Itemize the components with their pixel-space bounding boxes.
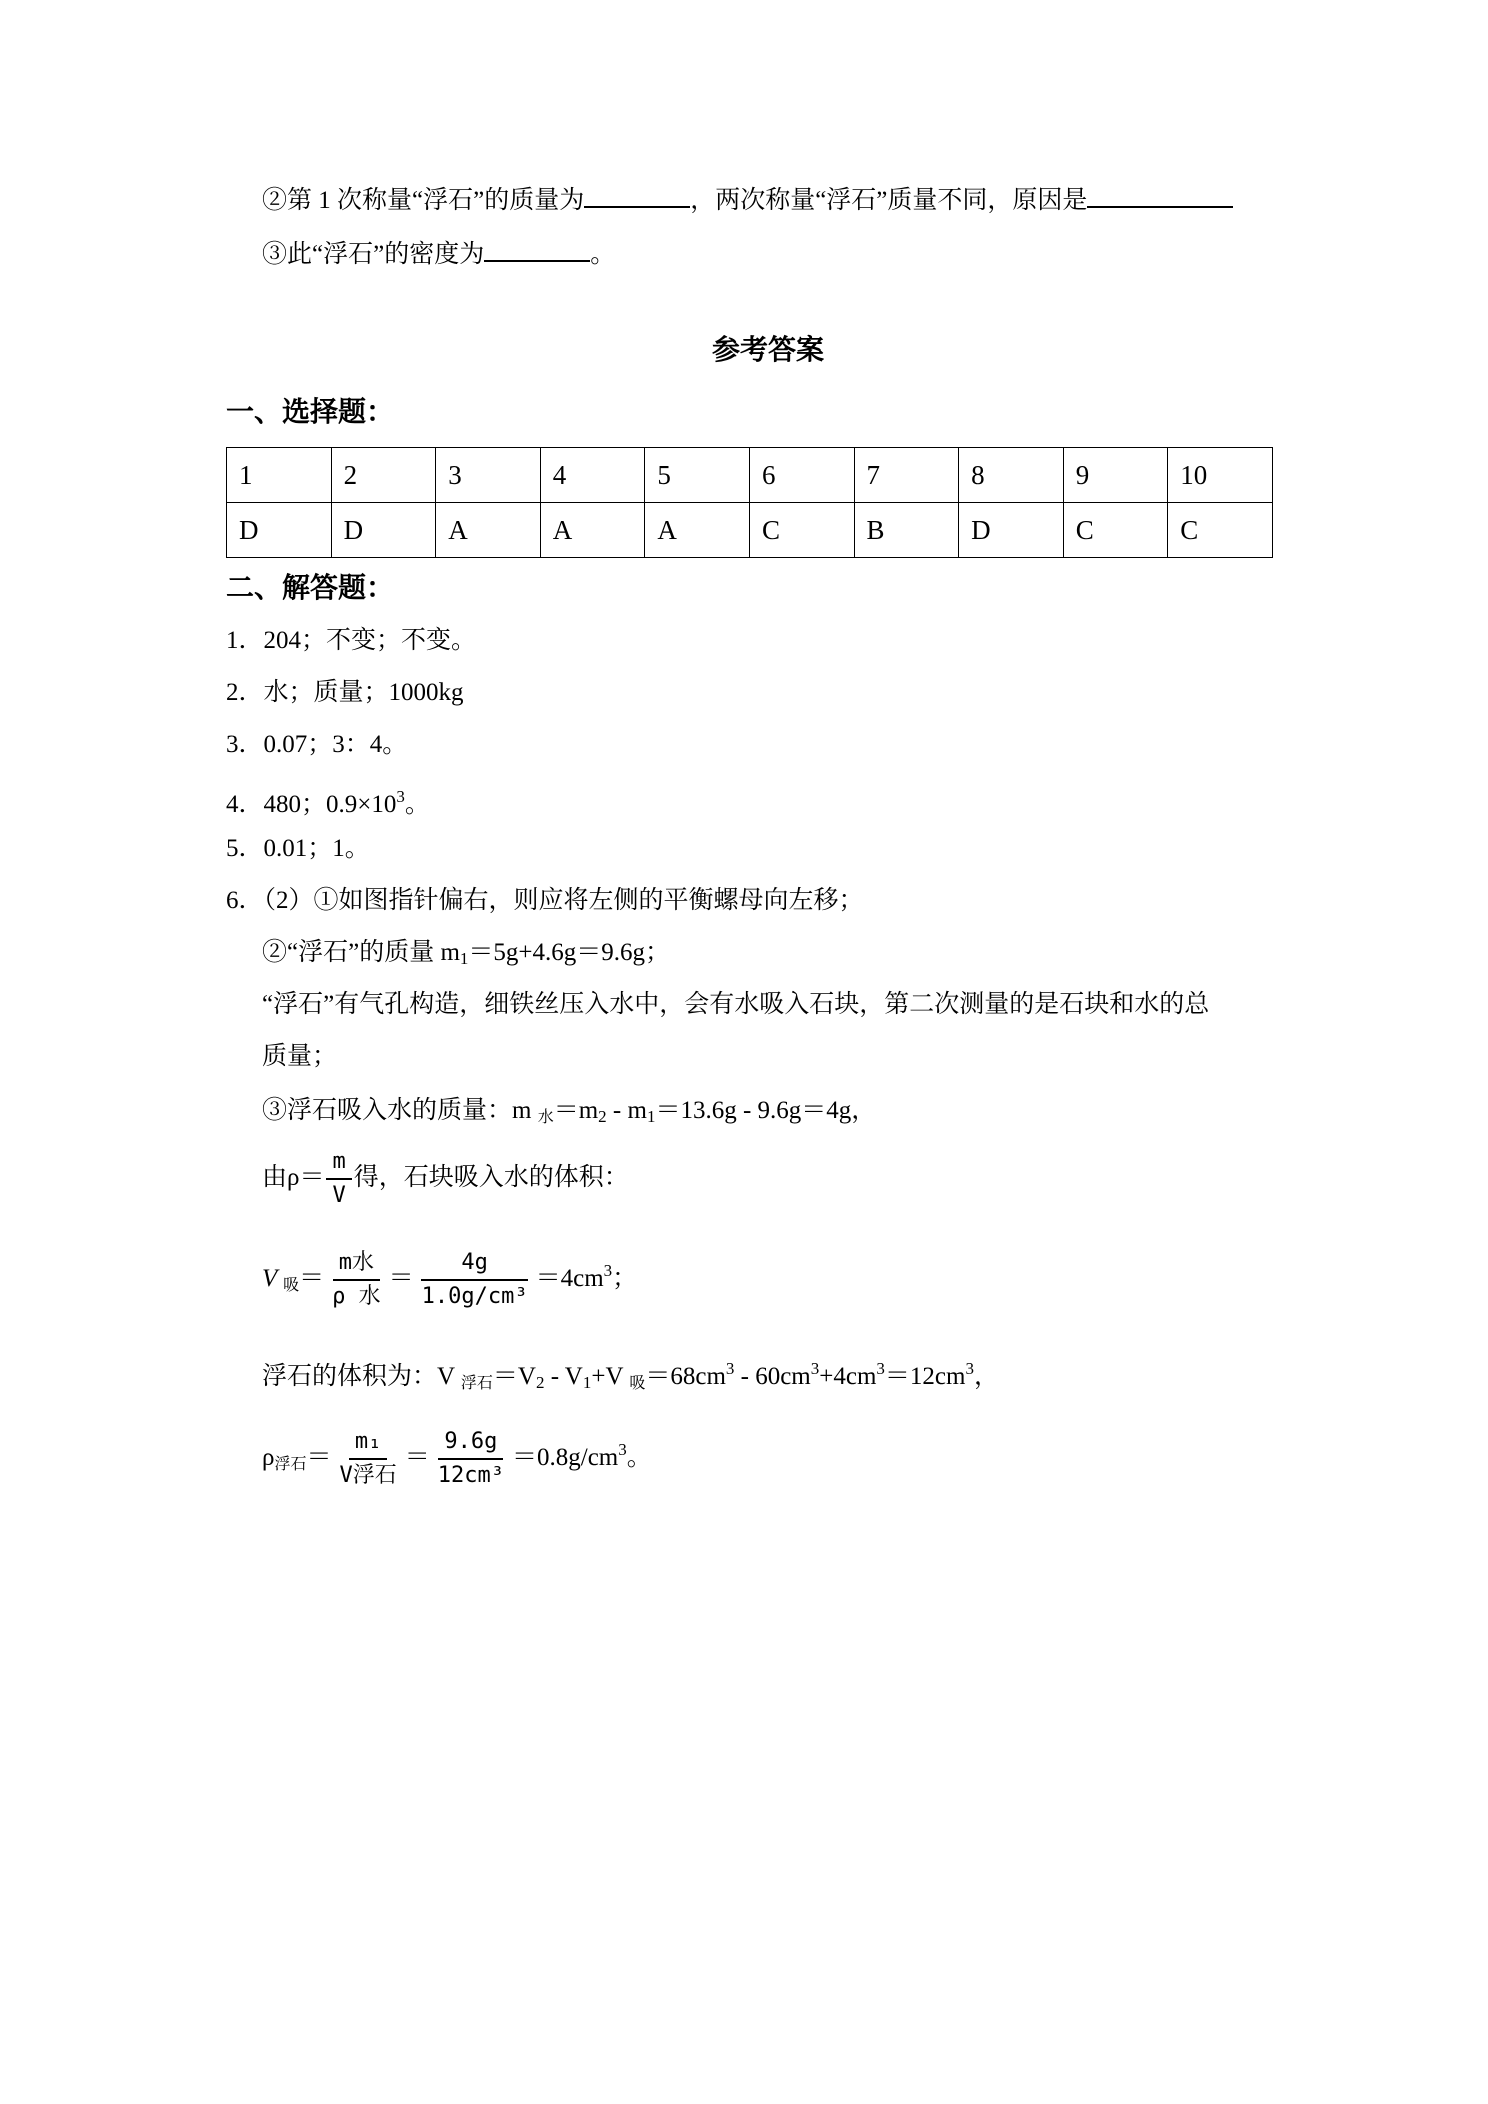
fraction-density-values xyxy=(432,1428,510,1490)
density-formula xyxy=(326,1148,351,1210)
table-cell: D xyxy=(227,503,332,558)
table-cell: A xyxy=(540,503,645,558)
page-title: 参考答案 xyxy=(711,335,824,366)
subscript: 吸 xyxy=(629,1375,646,1392)
subscript: 1 xyxy=(646,1107,656,1126)
text: ； xyxy=(612,1265,638,1292)
text: ＝12cm xyxy=(884,1363,966,1390)
superscript: 3 xyxy=(618,1440,627,1459)
table-cell: A xyxy=(436,503,541,558)
text: 由ρ＝ xyxy=(262,1164,325,1191)
answer-item-6-line-6 xyxy=(262,1148,629,1210)
table-row xyxy=(227,448,1273,503)
denominator: V浮石 xyxy=(339,1463,397,1489)
text: +4cm xyxy=(819,1363,877,1390)
numerator: m₁ xyxy=(349,1428,388,1460)
text: ＝4cm xyxy=(535,1265,604,1292)
subscript: 浮石 xyxy=(460,1375,493,1392)
denominator: V xyxy=(332,1183,346,1209)
subscript: 水 xyxy=(537,1109,554,1126)
superscript: 3 xyxy=(965,1359,974,1378)
denominator: ρ 水 xyxy=(332,1284,381,1310)
table-cell: 9 xyxy=(1063,448,1168,503)
answer-item-2: 2．水；质量；1000kg xyxy=(226,679,464,706)
q3-text-a: ③此“浮石”的密度为 xyxy=(262,241,485,268)
table-cell: 10 xyxy=(1168,448,1273,503)
table-cell: C xyxy=(1063,503,1168,558)
q3-text-b: 。 xyxy=(590,241,616,268)
table-cell: C xyxy=(749,503,854,558)
answer-item-1: 1．204；不变；不变。 xyxy=(226,627,477,654)
text: ＝13.6g - 9.6g＝4g， xyxy=(655,1097,877,1124)
item4-exp: 3 xyxy=(396,787,405,806)
question-line-2 xyxy=(262,182,1233,218)
text: ③浮石吸入水的质量：m xyxy=(262,1097,538,1124)
text: ＝68cm xyxy=(645,1363,726,1390)
table-cell: D xyxy=(331,503,436,558)
superscript: 3 xyxy=(876,1359,885,1378)
table-cell: 8 xyxy=(959,448,1064,503)
table-cell: 5 xyxy=(645,448,750,503)
table-cell: 2 xyxy=(331,448,436,503)
subscript: 1 xyxy=(459,949,469,968)
text: +V xyxy=(591,1363,630,1390)
answer-item-6-line-3: “浮石”有气孔构造，细铁丝压入水中，会有水吸入石块，第二次测量的是石块和水的总 xyxy=(262,991,1210,1018)
subscript: 1 xyxy=(582,1373,592,1392)
text: - 60cm xyxy=(734,1363,811,1390)
answer-table xyxy=(226,447,1273,558)
denominator: 12cm³ xyxy=(437,1463,505,1489)
table-cell: B xyxy=(854,503,959,558)
subscript: 2 xyxy=(535,1373,545,1392)
text: 浮石的体积为：V xyxy=(262,1363,461,1390)
text: 得，石块吸入水的体积： xyxy=(353,1164,629,1191)
answer-blank xyxy=(584,182,690,208)
subscript: 2 xyxy=(598,1107,607,1126)
text: V xyxy=(262,1265,284,1292)
numerator: m水 xyxy=(333,1249,380,1281)
answer-item-4 xyxy=(226,780,430,822)
table-cell: 1 xyxy=(227,448,332,503)
text: ＝5g+4.6g＝9.6g； xyxy=(468,939,670,966)
answer-item-6-line-1: 6．（2）①如图指针偏右，则应将左侧的平衡螺母向左移； xyxy=(226,887,864,914)
table-cell: A xyxy=(645,503,750,558)
fraction-mass-over-volume xyxy=(334,1428,403,1490)
text: - m xyxy=(606,1097,647,1124)
answer-item-6-line-7 xyxy=(262,1236,637,1321)
text: ＝m xyxy=(553,1097,599,1124)
table-cell: 3 xyxy=(436,448,541,503)
superscript: 3 xyxy=(725,1359,735,1378)
equals: ＝ xyxy=(388,1265,414,1292)
text: ②“浮石”的质量 m xyxy=(262,939,460,966)
subscript: 吸 xyxy=(283,1277,300,1294)
table-cell: 6 xyxy=(749,448,854,503)
section-choice-title: 一、选择题： xyxy=(226,397,395,428)
subscript: 浮石 xyxy=(274,1456,307,1473)
equals: ＝ xyxy=(299,1265,325,1292)
answer-item-5: 5．0.01；1。 xyxy=(226,835,370,862)
answer-item-6-line-4: 质量； xyxy=(262,1043,338,1070)
text: ＝V xyxy=(492,1363,536,1390)
item4-text: 4．480；0.9×10 xyxy=(226,791,397,818)
equals: ＝ xyxy=(404,1444,430,1471)
text: ， xyxy=(973,1363,999,1390)
q2-text-a: ②第 1 次称量“浮石”的质量为 xyxy=(262,187,585,214)
fraction-mass-over-density xyxy=(326,1249,387,1311)
q2-text-b: ，两次称量“浮石”质量不同，原因是 xyxy=(690,187,1088,214)
numerator: 9.6g xyxy=(438,1428,503,1460)
text: ρ xyxy=(262,1444,275,1471)
superscript: 3 xyxy=(810,1359,820,1378)
answer-blank xyxy=(484,236,590,262)
answer-item-6-line-8 xyxy=(262,1352,999,1401)
table-cell: D xyxy=(959,503,1064,558)
numerator: 4g xyxy=(421,1249,528,1281)
table-cell: 4 xyxy=(540,448,645,503)
section-answer-title: 二、解答题： xyxy=(226,573,395,604)
denominator: 1.0g/cm³ xyxy=(421,1284,528,1310)
numerator: m xyxy=(326,1148,351,1180)
text: 。 xyxy=(626,1444,652,1471)
equals: ＝ xyxy=(306,1444,332,1471)
answer-item-3: 3．0.07；3：4。 xyxy=(226,731,408,758)
answer-item-6-line-9 xyxy=(262,1412,652,1503)
table-cell: C xyxy=(1168,503,1273,558)
answer-item-6-line-2 xyxy=(262,936,670,976)
fraction-values xyxy=(416,1249,534,1311)
text: ＝0.8g/cm xyxy=(512,1444,619,1471)
text: - V xyxy=(544,1363,583,1390)
answer-blank xyxy=(1087,182,1233,208)
item4-end: 。 xyxy=(404,791,430,818)
superscript: 3 xyxy=(603,1261,613,1280)
question-line-3 xyxy=(262,236,615,272)
table-cell: 7 xyxy=(854,448,959,503)
table-row xyxy=(227,503,1273,558)
answer-item-6-line-5 xyxy=(262,1094,876,1135)
